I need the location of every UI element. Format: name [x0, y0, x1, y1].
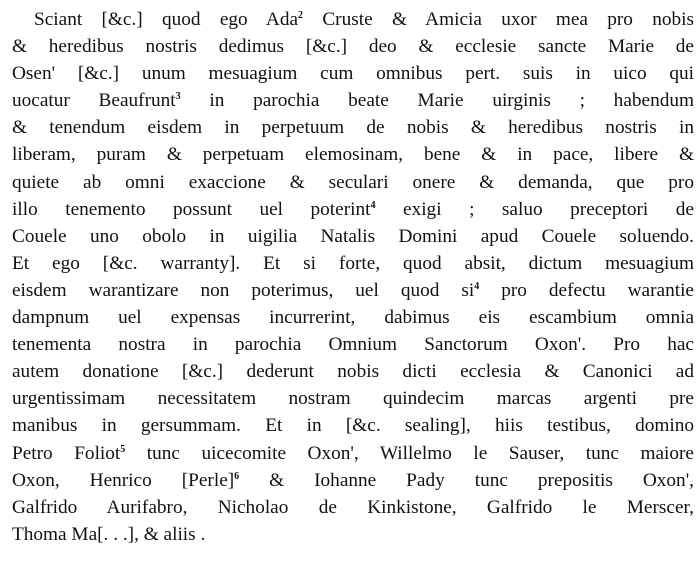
text-segment: Osen' [&c.] unum mesuagium cum omnibus pert. suis in uico qui — [12, 63, 694, 85]
footnote-marker: 4 — [370, 199, 376, 211]
text-line — [12, 440, 694, 467]
text-line — [12, 169, 694, 196]
text-segment: in parochia beate Marie uirginis ; habendum — [180, 90, 694, 112]
text-segment: Petro Foliot — [12, 442, 121, 464]
text-line — [12, 6, 694, 33]
text-line — [12, 87, 694, 114]
text-segment: Oxon, Henrico [Perle] — [12, 469, 235, 491]
text-segment: liberam, puram & perpetuam elemosinam, bene & in pace, libere & — [12, 144, 694, 166]
text-segment: tenementa nostra in parochia Omnium Sanctorum Oxon'. Pro hac — [12, 334, 694, 356]
text-line — [12, 331, 694, 358]
text-segment: Sciant [&c.] quod ego Ada — [34, 9, 299, 30]
text-segment: uocatur Beaufrunt — [12, 90, 176, 112]
text-segment: eisdem warantizare non poterimus, uel quod si — [12, 279, 475, 301]
footnote-marker: 4 — [474, 280, 480, 292]
text-segment: pro defectu warantie — [479, 279, 694, 301]
footnote-marker: 2 — [298, 10, 304, 21]
footnote-marker: 6 — [234, 470, 240, 482]
text-line — [12, 494, 694, 521]
text-segment: Couele uno obolo in uigilia Natalis Domini apud Couele soluendo. — [12, 225, 694, 247]
footnote-marker: 5 — [120, 443, 126, 455]
text-line — [12, 304, 694, 331]
text-segment: illo tenemento possunt uel poterint — [12, 198, 371, 220]
text-segment: tunc uicecomite Oxon', Willelmo le Sauser, tunc maiore — [125, 442, 694, 464]
text-line — [12, 521, 694, 548]
text-segment: Cruste & Amicia uxor mea pro nobis — [303, 9, 695, 30]
text-segment: manibus in gersummam. Et in [&c. sealing], hiis testibus, domino — [12, 415, 694, 437]
text-line — [12, 358, 694, 385]
text-line — [12, 141, 694, 168]
text-line — [12, 385, 694, 412]
text-segment: Galfrido Aurifabro, Nicholao de Kinkistone, Galfrido le Merscer, — [12, 496, 694, 518]
text-line — [12, 33, 694, 60]
text-segment: & Iohanne Pady tunc prepositis Oxon', — [239, 469, 694, 491]
text-line — [12, 412, 694, 439]
text-segment: & heredibus nostris dedimus [&c.] deo & ecclesie sancte Marie de — [12, 36, 694, 58]
text-line — [12, 196, 694, 223]
text-segment: & tenendum eisdem in perpetuum de nobis & heredibus nostris in — [12, 117, 694, 139]
text-segment: dampnum uel expensas incurrerint, dabimus eis escambium omnia — [12, 307, 694, 329]
text-line — [12, 60, 694, 87]
text-segment: Thoma Ma[. . .], & aliis . — [12, 523, 206, 545]
footnote-marker: 3 — [175, 91, 181, 103]
text-segment: quiete ab omni exaccione & seculari onere & demanda, que pro — [12, 171, 694, 193]
text-line — [12, 277, 694, 304]
text-segment: exigi ; saluo preceptori de — [375, 198, 694, 220]
text-line — [12, 250, 694, 277]
text-line — [12, 467, 694, 494]
text-segment: urgentissimam necessitatem nostram quindecim marcas argenti pre — [12, 388, 694, 410]
text-segment: Et ego [&c. warranty]. Et si forte, quod absit, dictum mesuagium — [12, 252, 694, 274]
text-line — [12, 114, 694, 141]
charter-text — [12, 6, 694, 548]
text-line — [12, 223, 694, 250]
text-segment: autem donatione [&c.] dederunt nobis dicti ecclesia & Canonici ad — [12, 361, 694, 383]
